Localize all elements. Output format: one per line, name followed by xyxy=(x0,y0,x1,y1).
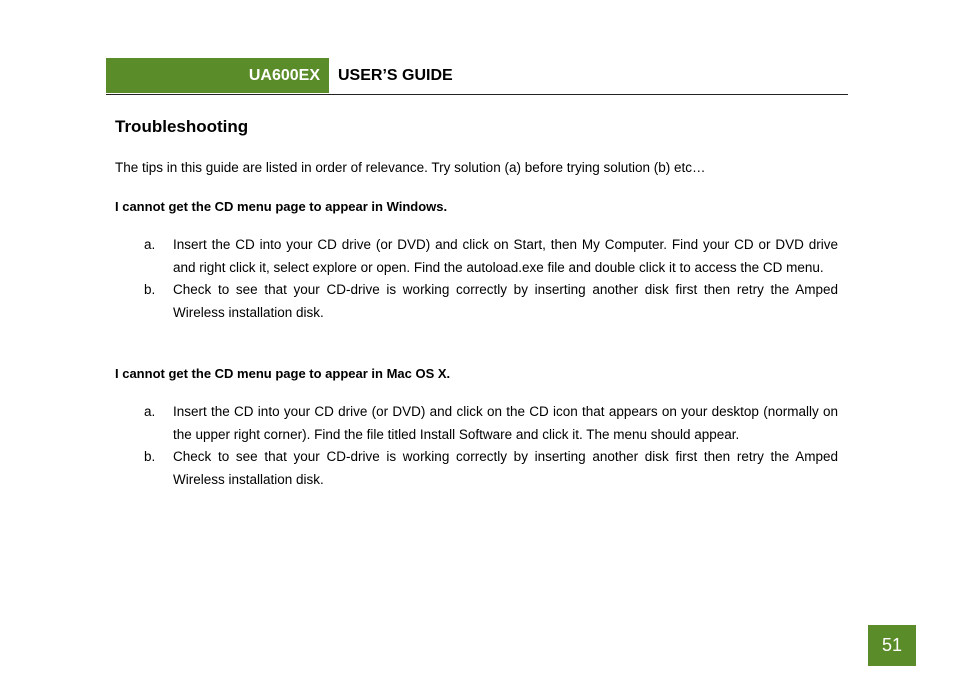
section-title: Troubleshooting xyxy=(115,117,249,136)
question-windows: I cannot get the CD menu page to appear in Windows. xyxy=(115,199,448,214)
intro-text: The tips in this guide are listed in order of relevance. Try solution (a) before trying solution (b) etc… xyxy=(115,160,706,175)
step-text: Insert the CD into your CD drive (or DVD) and click on Start, then My Computer. Find your CD or DVD drive and right click it, select explore or open. Find the autoload.exe file and double click it to access the CD menu. xyxy=(173,237,838,275)
step-letter: a. xyxy=(144,237,156,252)
page-number: 51 xyxy=(868,625,916,666)
step-letter: b. xyxy=(144,449,156,465)
question-mac: I cannot get the CD menu page to appear in Mac OS X. xyxy=(115,366,451,381)
model-label: UA600EX xyxy=(106,58,329,93)
list-item xyxy=(115,446,838,491)
step-text: Check to see that your CD-drive is working correctly by inserting another disk first then retry the Amped Wireless installation disk. xyxy=(173,282,838,321)
page-header xyxy=(106,58,848,95)
step-text: Insert the CD into your CD drive (or DVD) and click on the CD icon that appears on your desktop (normally on the upper right corner). Find the file titled Install Software and click it. The menu should appear. xyxy=(173,404,838,442)
windows-steps xyxy=(115,234,838,325)
step-text: Check to see that your CD-drive is working correctly by inserting another disk first then retry the Amped Wireless installation disk. xyxy=(173,449,838,488)
guide-title: USER’S GUIDE xyxy=(338,66,453,84)
list-item xyxy=(115,279,838,324)
step-letter: b. xyxy=(144,282,156,298)
mac-steps xyxy=(115,401,838,492)
list-item xyxy=(115,234,838,279)
step-letter: a. xyxy=(144,404,156,419)
list-item xyxy=(115,401,838,446)
